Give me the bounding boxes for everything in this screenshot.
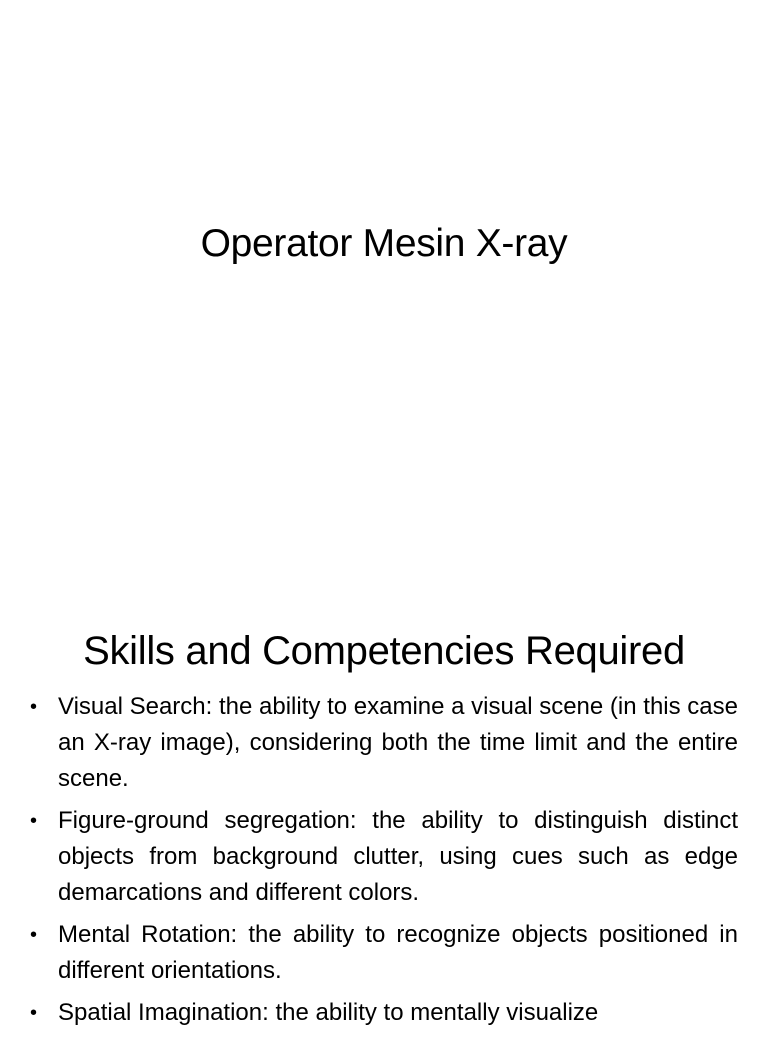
bullet-icon: • bbox=[30, 696, 38, 718]
bullet-text: Mental Rotation: the ability to recognize objects positioned in different orientations. bbox=[58, 921, 738, 984]
bullet-text: Spatial Imagination: the ability to mentally visualize bbox=[58, 999, 599, 1026]
bullet-icon: • bbox=[30, 810, 38, 832]
list-item bbox=[30, 689, 738, 797]
bullet-icon: • bbox=[30, 1002, 38, 1024]
slide-title: Operator Mesin X-ray bbox=[200, 222, 568, 265]
bullet-icon: • bbox=[30, 924, 38, 946]
bullet-text: Figure-ground segregation: the ability to distinguish distinct objects from background clutter, using cues such as edge demarcations and different colors. bbox=[58, 807, 738, 906]
bullet-text: Visual Search: the ability to examine a visual scene (in this case an X-ray image), considering both the time limit and the entire scene. bbox=[58, 693, 738, 792]
section-heading: Skills and Competencies Required bbox=[83, 629, 685, 673]
list-item bbox=[30, 917, 738, 989]
list-item bbox=[30, 995, 738, 1031]
skills-list bbox=[30, 689, 738, 1037]
list-item bbox=[30, 803, 738, 911]
